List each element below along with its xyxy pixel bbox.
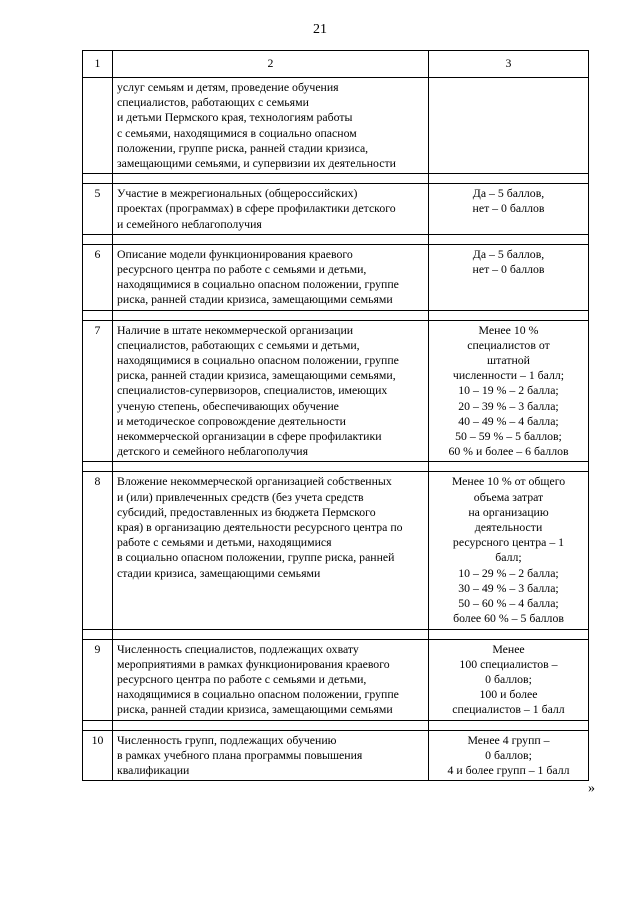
table-row xyxy=(83,78,589,174)
row-gap xyxy=(83,462,589,472)
header-col-3: 3 xyxy=(429,51,589,78)
table-row xyxy=(83,320,589,462)
header-col-2: 2 xyxy=(113,51,429,78)
row-score: Да – 5 баллов, нет – 0 баллов xyxy=(429,184,589,235)
table-row xyxy=(83,639,589,720)
row-score: Менее 10 % специалистов от штатной численности – 1 балл; 10 – 19 % – 2 балла; 20 – 39 % – 3 балла; 40 – 49 % – 4 балла; 50 – 59 % – 5 баллов; 60 % и более – 6 баллов xyxy=(429,320,589,462)
table-row xyxy=(83,244,589,310)
table-header-row xyxy=(83,51,589,78)
page-number: 21 xyxy=(313,22,327,37)
row-description: Численность специалистов, подлежащих охвату мероприятиями в рамках функционирования краевого ресурсного центра по работе с семьями и детьми, находящимися в социально опасном положении, группе риска, ранней стадии кризиса, замещающими семьями xyxy=(113,639,429,720)
row-description: Участие в межрегиональных (общероссийских) проектах (программах) в сфере профилактики детского и семейного неблагополучия xyxy=(113,184,429,235)
row-score: Да – 5 баллов, нет – 0 баллов xyxy=(429,244,589,310)
row-gap xyxy=(83,234,589,244)
table-row xyxy=(83,184,589,235)
row-description: Наличие в штате некоммерческой организации специалистов, работающих с семьями и детьми, находящимися в социально опасном положении, группе риска, ранней стадии кризиса, замещающими семьями, специалистов-супервизоров, специалистов, имеющих ученую степень, обеспечивающих обучение и методическое сопровождение деятельности некоммерческой организации в сфере профилактики детского и семейного неблагополучия xyxy=(113,320,429,462)
row-description: Численность групп, подлежащих обучению в рамках учебного плана программы повышения квалификации xyxy=(113,730,429,781)
row-number: 10 xyxy=(83,730,113,781)
header-col-1: 1 xyxy=(83,51,113,78)
row-gap xyxy=(83,310,589,320)
row-description: Описание модели функционирования краевого ресурсного центра по работе с семьями и детьми, находящимися в социально опасном положении, группе риска, ранней стадии кризиса, замещающими семьями xyxy=(113,244,429,310)
table-row xyxy=(83,730,589,781)
row-number: 6 xyxy=(83,244,113,310)
row-number: 5 xyxy=(83,184,113,235)
row-score xyxy=(429,78,589,174)
row-number xyxy=(83,78,113,174)
row-gap xyxy=(83,629,589,639)
row-description: услуг семьям и детям, проведение обучения специалистов, работающих с семьями и детьми Пермского края, технологиям работы с семьями, находящимися в социально опасном положении, группе риска, ранней стадии кризиса, замещающими семьями, и супервизии их деятельности xyxy=(113,78,429,174)
row-score: Менее 10 % от общего объема затрат на организацию деятельности ресурсного центра – 1 балл; 10 – 29 % – 2 балла; 30 – 49 % – 3 балла; 50 – 60 % – 4 балла; более 60 % – 5 баллов xyxy=(429,472,589,629)
row-description: Вложение некоммерческой организацией собственных и (или) привлеченных средств (без учета средств субсидий, предоставленных из бюджета Пермского края) в организацию деятельности ресурсного центра по работе с семьями и детьми, находящимися в социально опасном положении, группе риска, ранней стадии кризиса, замещающими семьями xyxy=(113,472,429,629)
row-gap xyxy=(83,174,589,184)
row-gap xyxy=(83,720,589,730)
row-number: 8 xyxy=(83,472,113,629)
row-number: 7 xyxy=(83,320,113,462)
row-number: 9 xyxy=(83,639,113,720)
closing-quote-mark: » xyxy=(588,781,595,796)
table-row xyxy=(83,472,589,629)
row-score: Менее 4 групп – 0 баллов; 4 и более групп – 1 балл xyxy=(429,730,589,781)
criteria-table xyxy=(82,50,589,781)
row-score: Менее 100 специалистов – 0 баллов; 100 и более специалистов – 1 балл xyxy=(429,639,589,720)
